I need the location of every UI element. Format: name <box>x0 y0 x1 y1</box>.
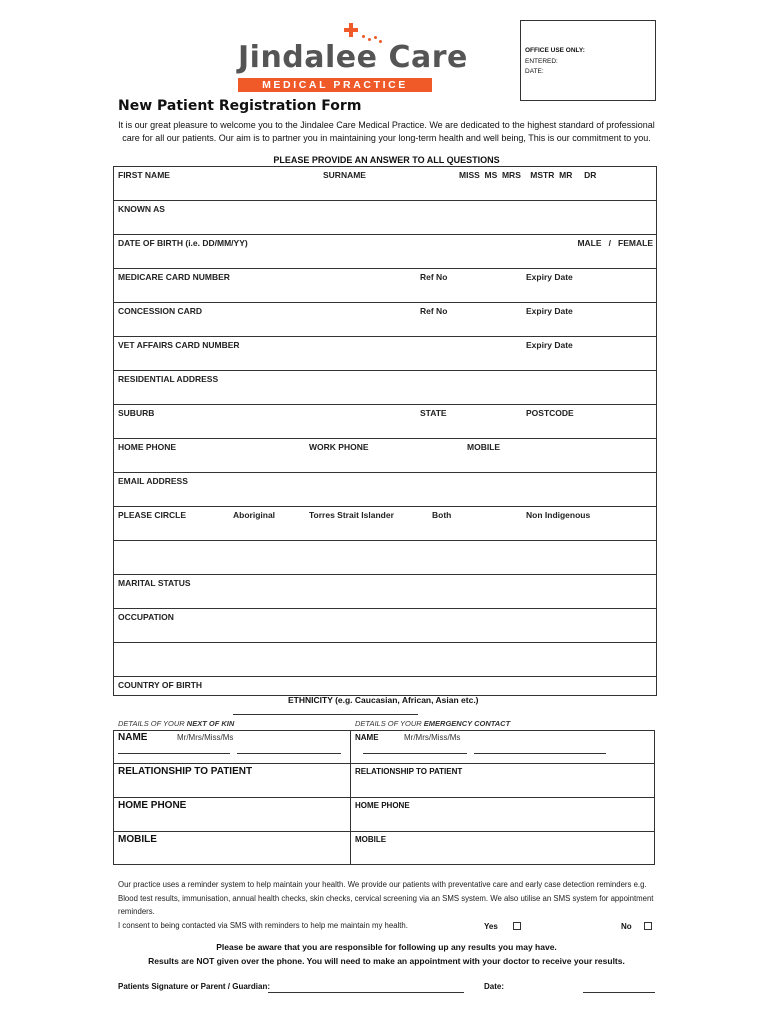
contacts-row-line <box>113 797 655 798</box>
dob-label: DATE OF BIRTH (i.e. DD/MM/YY) <box>118 238 248 248</box>
contacts-row-line <box>113 763 655 764</box>
patient-details-table <box>113 166 657 696</box>
emergency-heading-bold: EMERGENCY CONTACT <box>423 719 511 728</box>
email-label: EMAIL ADDRESS <box>118 476 188 486</box>
emergency-salutation: Mr/Mrs/Miss/Ms <box>404 733 461 742</box>
office-use-box <box>520 20 656 101</box>
blank-row[interactable] <box>114 643 656 677</box>
title-options[interactable]: MISS MS MRS MSTR MR DR <box>459 170 597 180</box>
office-use-title: OFFICE USE ONLY: <box>525 47 585 54</box>
form-title: New Patient Registration Form <box>118 98 362 114</box>
logo-dot-icon <box>362 35 365 38</box>
concession-ref-label: Ref No <box>420 306 448 316</box>
vet-affairs-row[interactable] <box>114 337 656 371</box>
medicare-ref-label: Ref No <box>420 272 448 282</box>
kin-name-label: NAME <box>118 732 148 743</box>
consent-no-label: No <box>621 922 632 931</box>
concession-label: CONCESSION CARD <box>118 306 203 316</box>
non-indigenous-option[interactable]: Non Indigenous <box>526 510 591 520</box>
aboriginal-option[interactable]: Aboriginal <box>233 510 276 520</box>
state-label: STATE <box>420 408 447 418</box>
consent-no-checkbox[interactable] <box>644 922 652 930</box>
kin-surname-line[interactable] <box>237 753 341 754</box>
logo-name: Jindalee Care <box>238 40 468 75</box>
medicare-row[interactable] <box>114 269 656 303</box>
home-phone-label: HOME PHONE <box>118 442 177 452</box>
consent-yes-label: Yes <box>484 922 498 931</box>
signature-date-line[interactable] <box>583 992 655 993</box>
medicare-expiry-label: Expiry Date <box>526 272 573 282</box>
suburb-label: SUBURB <box>118 408 155 418</box>
kin-relationship-label: RELATIONSHIP TO PATIENT <box>118 766 253 777</box>
postcode-label: POSTCODE <box>526 408 574 418</box>
surname-label: SURNAME <box>323 170 366 180</box>
logo-tagline: MEDICAL PRACTICE <box>238 78 432 92</box>
please-circle-label: PLEASE CIRCLE <box>118 510 187 520</box>
torres-strait-option[interactable]: Torres Strait Islander <box>309 510 394 520</box>
signature-date-label: Date: <box>484 982 505 991</box>
results-notice-2: Results are NOT given over the phone. You will need to make an appointment with your doctor to receive your results. <box>148 956 625 966</box>
concession-expiry-label: Expiry Date <box>526 306 573 316</box>
known-as-label: KNOWN AS <box>118 204 165 214</box>
kin-salutation: Mr/Mrs/Miss/Ms <box>177 733 234 742</box>
mobile-label: MOBILE <box>467 442 501 452</box>
gender-options[interactable]: MALE / FEMALE <box>577 238 653 248</box>
emergency-heading-prefix: DETAILS OF YOUR <box>355 719 424 728</box>
emergency-mobile-label: MOBILE <box>355 835 387 844</box>
vet-expiry-label: Expiry Date <box>526 340 573 350</box>
consent-text: I consent to being contacted via SMS with reminders to help me maintain my health. <box>118 921 408 930</box>
concession-row[interactable] <box>114 303 656 337</box>
contacts-row-line <box>113 831 655 832</box>
next-of-kin-heading <box>118 719 234 728</box>
medicare-label: MEDICARE CARD NUMBER <box>118 272 230 282</box>
vet-affairs-label: VET AFFAIRS CARD NUMBER <box>118 340 240 350</box>
signature-label: Patients Signature or Parent / Guardian: <box>118 982 271 991</box>
ethnicity-line[interactable] <box>233 714 418 715</box>
first-name-label: FIRST NAME <box>118 170 170 180</box>
emergency-home-phone-label: HOME PHONE <box>355 801 410 810</box>
work-phone-label: WORK PHONE <box>309 442 369 452</box>
indigenous-row[interactable] <box>114 507 656 541</box>
known-as-row[interactable] <box>114 201 656 235</box>
provide-all-notice: PLEASE PROVIDE AN ANSWER TO ALL QUESTIONS <box>273 155 500 165</box>
kin-first-name-line[interactable] <box>118 753 230 754</box>
consent-yes-checkbox[interactable] <box>513 922 521 930</box>
name-row[interactable] <box>114 167 656 201</box>
kin-mobile-label: MOBILE <box>118 834 157 845</box>
office-entered-label: ENTERED: <box>525 58 558 65</box>
address-row[interactable] <box>114 371 656 405</box>
kin-heading-prefix: DETAILS OF YOUR <box>118 719 187 728</box>
intro-text: It is our great pleasure to welcome you to the Jindalee Care Medical Practice. We are dedicated to the highest standard of professional care for all our patients. Our aim is to partner you in maintaining your long-term health and well being, This is our commitment to you. <box>118 120 655 143</box>
ethnicity-label: ETHNICITY (e.g. Caucasian, African, Asian etc.) <box>288 695 479 705</box>
blank-row[interactable] <box>114 541 656 575</box>
kin-heading-bold: NEXT OF KIN <box>186 719 235 728</box>
emergency-contact-heading <box>355 719 510 728</box>
email-row[interactable] <box>114 473 656 507</box>
phone-row[interactable] <box>114 439 656 473</box>
suburb-row[interactable] <box>114 405 656 439</box>
marital-row[interactable] <box>114 575 656 609</box>
office-date-label: DATE: <box>525 68 544 75</box>
kin-home-phone-label: HOME PHONE <box>118 800 187 811</box>
logo-dot-icon <box>374 36 377 39</box>
logo-cross-icon <box>344 23 358 37</box>
emergency-relationship-label: RELATIONSHIP TO PATIENT <box>355 767 463 776</box>
emergency-name-label: NAME <box>355 733 379 742</box>
reminder-text: Our practice uses a reminder system to help maintain your health. We provide our patients with preventative care and early case detection reminders e.g. Blood test results, immunisation, annual health checks, skin checks, cervical screening via an SMS system. We also utilise an SMS system for appointment reminders. <box>118 880 654 916</box>
marital-label: MARITAL STATUS <box>118 578 191 588</box>
results-notice-1: Please be aware that you are responsible for following up any results you may have. <box>216 942 557 952</box>
signature-line[interactable] <box>268 992 464 993</box>
emergency-surname-line[interactable] <box>474 753 606 754</box>
emergency-first-name-line[interactable] <box>363 753 467 754</box>
country-row[interactable] <box>114 677 656 695</box>
both-option[interactable]: Both <box>432 510 452 520</box>
occupation-label: OCCUPATION <box>118 612 174 622</box>
country-label: COUNTRY OF BIRTH <box>118 680 203 690</box>
occupation-row[interactable] <box>114 609 656 643</box>
dob-row[interactable] <box>114 235 656 269</box>
address-label: RESIDENTIAL ADDRESS <box>118 374 219 384</box>
